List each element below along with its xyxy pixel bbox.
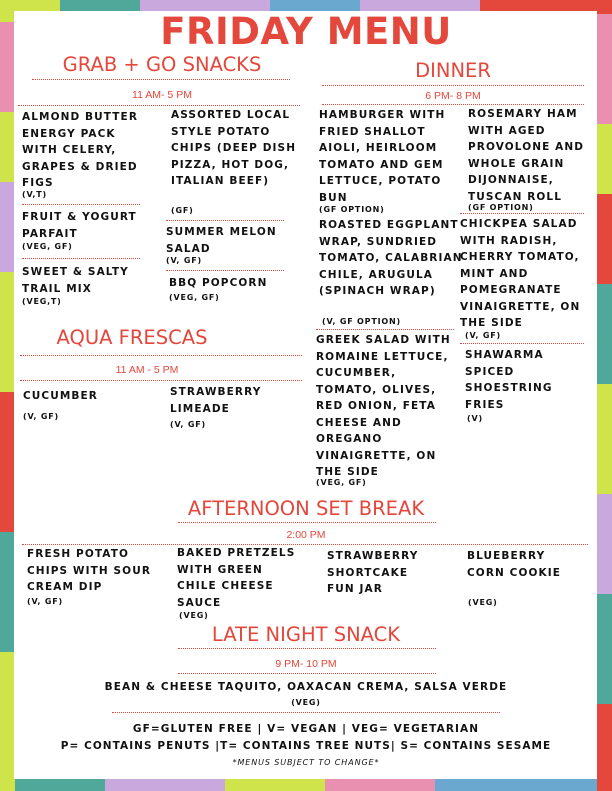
grab-go-heading: GRAB + GO SNACKS xyxy=(62,53,262,76)
diet-tag: (V, GF) xyxy=(465,331,501,340)
deco-block xyxy=(597,384,612,494)
diet-tag: (V,T) xyxy=(22,190,47,199)
divider xyxy=(166,220,284,221)
deco-block xyxy=(435,779,597,791)
afternoon-time: 2:00 PM xyxy=(286,529,326,541)
diet-tag: (GF) xyxy=(171,206,194,215)
deco-block xyxy=(325,779,435,791)
divider xyxy=(178,648,436,649)
deco-block xyxy=(0,532,15,652)
diet-tag: (VEG, GF) xyxy=(22,242,73,251)
diet-tag: (VEG, GF) xyxy=(169,293,220,302)
menu-item-name: ROSEMARY HAM WITH AGED PROVOLONE AND WHOLE GRAIN DIJONNAISE, TUSCAN ROLL xyxy=(468,108,585,203)
menu-item-name: GREEK SALAD WITH ROMAINE LETTUCE, CUCUMBER, TOMATO, OLIVES, RED ONION, FETA CHEESE AND OREGANO VINAIGRETTE, ON THE SIDE xyxy=(316,334,451,478)
diet-tag: (VEG) xyxy=(179,611,209,620)
menu-item-name: SWEET & SALTY TRAIL MIX xyxy=(22,266,129,295)
dinner-heading: DINNER xyxy=(415,59,491,82)
deco-block xyxy=(0,392,15,532)
deco-block xyxy=(15,779,105,791)
late-night-time: 9 PM- 10 PM xyxy=(275,658,337,670)
menu-item-name: STRAWBERRY SHORTCAKE FUN JAR xyxy=(327,550,419,595)
deco-block xyxy=(597,194,612,284)
afternoon-heading: AFTERNOON SET BREAK xyxy=(187,497,425,520)
divider xyxy=(322,85,584,86)
deco-block xyxy=(597,494,612,594)
aqua-heading: AQUA FRESCAS xyxy=(56,326,208,349)
diet-tag: (V, GF) xyxy=(170,420,206,429)
diet-tag: (VEG, GF) xyxy=(316,478,367,487)
diet-tag: (V) xyxy=(467,414,483,423)
menu-item-name: STRAWBERRY LIMEADE xyxy=(170,386,262,415)
legend-line: GF=GLUTEN FREE | V= VEGAN | VEG= VEGETARIAN xyxy=(132,723,480,735)
diet-tag: (V, GF) xyxy=(27,597,63,606)
divider xyxy=(316,329,454,330)
menu-item-name: ALMOND BUTTER ENERGY PACK WITH CELERY, GRAPES & DRIED FIGS xyxy=(22,111,139,189)
divider xyxy=(22,204,140,205)
deco-block xyxy=(0,182,15,272)
deco-block xyxy=(597,284,612,384)
divider xyxy=(178,673,436,674)
divider xyxy=(20,380,302,381)
diet-tag: (VEG) xyxy=(291,698,321,707)
divider xyxy=(112,712,500,713)
diet-tag: (V, GF) xyxy=(23,412,59,421)
page-title: FRIDAY MENU xyxy=(160,10,452,53)
grab-go-time: 11 AM- 5 PM xyxy=(132,89,192,101)
menu-item-name: CUCUMBER xyxy=(23,390,98,402)
late-night-heading: LATE NIGHT SNACK xyxy=(211,623,401,646)
divider xyxy=(20,355,302,356)
legend-line: P= CONTAINS PENUTS |T= CONTAINS TREE NUTS| S= CONTAINS SESAME xyxy=(60,740,552,752)
menu-item-name: FRUIT & YOGURT PARFAIT xyxy=(22,211,137,240)
deco-block xyxy=(0,112,15,182)
menu-item-name: FRESH POTATO CHIPS WITH SOUR CREAM DIP xyxy=(27,548,152,593)
divider xyxy=(322,104,584,105)
menu-item-name: HAMBURGER WITH FRIED SHALLOT AIOLI, HEIRLOOM TOMATO AND GEM LETTUCE, POTATO BUN xyxy=(319,109,446,204)
divider xyxy=(32,79,290,80)
menu-item-name: BAKED PRETZELS WITH GREEN CHILE CHEESE SAUCE xyxy=(177,547,296,609)
disclaimer-note: *MENUS SUBJECT TO CHANGE* xyxy=(232,758,380,767)
late-night-item: BEAN & CHEESE TAQUITO, OAXACAN CREMA, SALSA VERDE xyxy=(104,681,508,693)
divider xyxy=(460,213,584,214)
diet-tag: (V, GF) xyxy=(166,256,202,265)
menu-item-name: BBQ POPCORN xyxy=(169,277,268,289)
divider xyxy=(22,258,140,259)
diet-tag: (VEG) xyxy=(468,598,498,607)
menu-item-name: SHAWARMA SPICED SHOESTRING FRIES xyxy=(465,349,553,411)
diet-tag: (V, GF OPTION) xyxy=(322,317,401,326)
menu-item-name: ROASTED EGGPLANT WRAP, SUNDRIED TOMATO, CALABRIAN CHILE, ARUGULA (SPINACH WRAP) xyxy=(319,219,463,297)
dinner-time: 6 PM- 8 PM xyxy=(425,90,481,102)
aqua-time: 11 AM - 5 PM xyxy=(115,364,179,376)
divider xyxy=(460,343,584,344)
deco-block xyxy=(225,779,325,791)
deco-block xyxy=(105,779,225,791)
menu-item-name: CHICKPEA SALAD WITH RADISH, CHERRY TOMATO, MINT AND POMEGRANATE VINAIGRETTE, ON THE SIDE xyxy=(460,218,581,329)
diet-tag: (VEG,T) xyxy=(22,297,62,306)
menu-item-name: ASSORTED LOCAL STYLE POTATO CHIPS (DEEP DISH PIZZA, HOT DOG, ITALIAN BEEF) xyxy=(171,109,297,187)
deco-block xyxy=(0,272,15,392)
diet-tag: (GF OPTION) xyxy=(468,203,534,212)
divider xyxy=(18,105,300,106)
menu-item-name: SUMMER MELON SALAD xyxy=(166,226,277,255)
deco-block xyxy=(597,124,612,194)
divider xyxy=(166,270,284,271)
diet-tag: (GF OPTION) xyxy=(319,205,385,214)
divider xyxy=(178,522,436,523)
menu-item-name: BLUEBERRY CORN COOKIE xyxy=(467,550,562,579)
